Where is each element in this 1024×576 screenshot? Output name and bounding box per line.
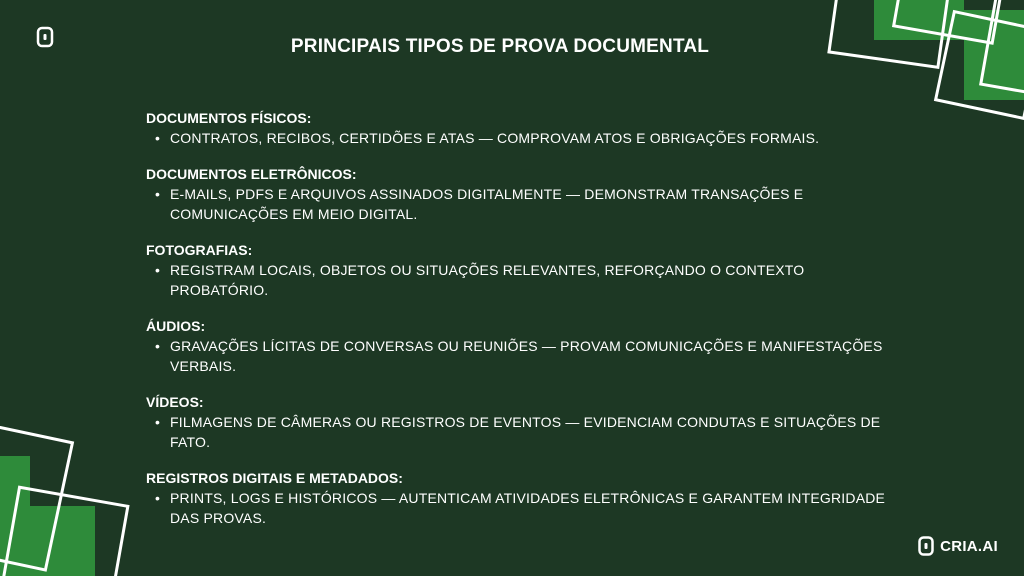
section-heading: VÍDEOS: bbox=[146, 394, 204, 410]
page-title: PRINCIPAIS TIPOS DE PROVA DOCUMENTAL bbox=[290, 36, 710, 57]
section-bullet: • PRINTS, LOGS E HISTÓRICOS — AUTENTICAM ATIVIDADES ELETRÔNICAS E GARANTEM INTEGRIDADE DAS PROVAS. bbox=[146, 488, 906, 528]
section-heading: FOTOGRAFIAS: bbox=[146, 242, 253, 258]
section-bullet: • CONTRATOS, RECIBOS, CERTIDÕES E ATAS — COMPROVAM ATOS E OBRIGAÇÕES FORMAIS. bbox=[146, 128, 906, 148]
section-heading: DOCUMENTOS ELETRÔNICOS: bbox=[146, 166, 357, 182]
section-heading: ÁUDIOS: bbox=[146, 318, 206, 334]
section-digital-records bbox=[146, 468, 906, 528]
brand-name: CRIA.AI bbox=[940, 537, 998, 555]
section-audios bbox=[146, 316, 906, 376]
section-heading: REGISTROS DIGITAIS E METADADOS: bbox=[146, 470, 403, 486]
section-bullet: • E-MAILS, PDFS E ARQUIVOS ASSINADOS DIGITALMENTE — DEMONSTRAM TRANSAÇÕES E COMUNICAÇÕES EM MEIO DIGITAL. bbox=[146, 184, 906, 224]
section-physical-documents bbox=[146, 108, 906, 148]
corner-squares-decoration bbox=[824, 0, 1024, 120]
section-bullet: • FILMAGENS DE CÂMERAS OU REGISTROS DE EVENTOS — EVIDENCIAM CONDUTAS E SITUAÇÕES DE FATO. bbox=[146, 412, 906, 452]
document-types-list bbox=[146, 108, 906, 544]
section-videos bbox=[146, 392, 906, 452]
corner-squares-decoration bbox=[0, 426, 130, 576]
section-heading: DOCUMENTOS FÍSICOS: bbox=[146, 110, 312, 126]
section-photographs bbox=[146, 240, 906, 300]
brand-logo bbox=[918, 536, 998, 556]
section-bullet: • GRAVAÇÕES LÍCITAS DE CONVERSAS OU REUNIÕES — PROVAM COMUNICAÇÕES E MANIFESTAÇÕES VERBAIS. bbox=[146, 336, 906, 376]
section-electronic-documents bbox=[146, 164, 906, 224]
section-bullet: • REGISTRAM LOCAIS, OBJETOS OU SITUAÇÕES RELEVANTES, REFORÇANDO O CONTEXTO PROBATÓRIO. bbox=[146, 260, 906, 300]
cria-logo-icon bbox=[918, 536, 934, 556]
